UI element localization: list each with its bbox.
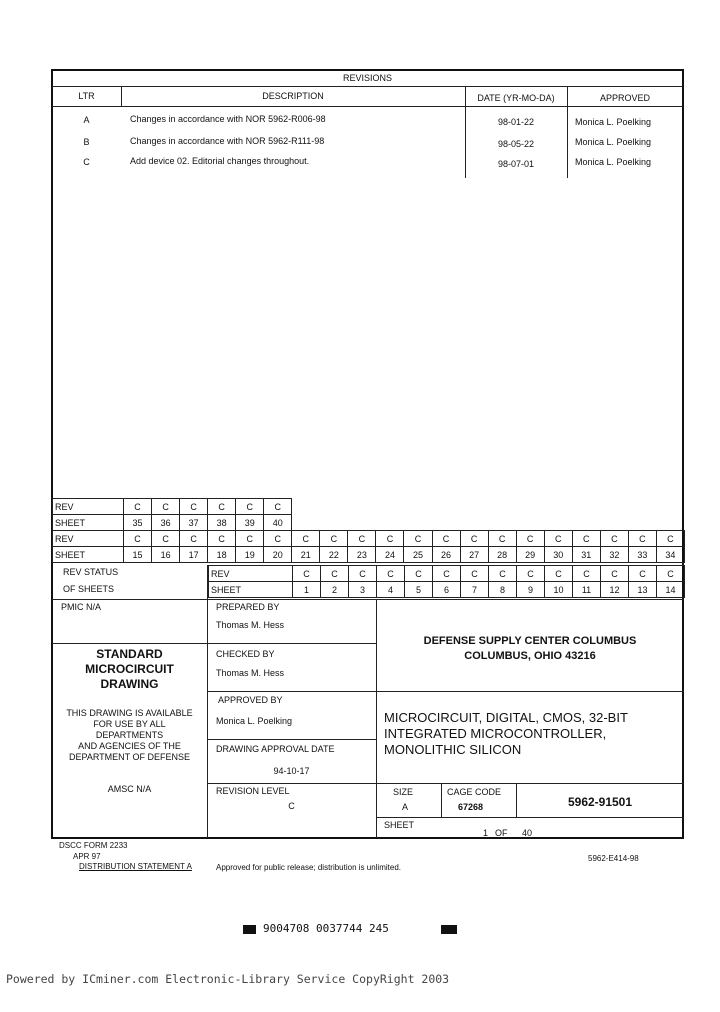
prepared-by-label: PREPARED BY	[216, 602, 280, 612]
rev-cell-28: C	[488, 531, 516, 547]
sheet-cell-27: 27	[460, 547, 488, 563]
sheet-cell-2: 2	[321, 582, 349, 598]
rev-cell-19: C	[236, 531, 264, 547]
rev-cell-25: C	[404, 531, 432, 547]
amsc-label: AMSC N/A	[107, 784, 152, 794]
rev-cell-1: C	[293, 566, 321, 582]
rev-cell-32: C	[600, 531, 628, 547]
approval-date-label: DRAWING APPROVAL DATE	[216, 744, 335, 754]
rev-cell-35: C	[124, 499, 152, 515]
sheet-cell-21: 21	[292, 547, 320, 563]
rev-status-label: REV STATUS	[63, 567, 119, 577]
barcode-block-left	[243, 925, 256, 934]
rev-cell-12: C	[601, 566, 629, 582]
powered-by-footer: Powered by ICminer.com Electronic-Library Service CopyRight 2003	[6, 972, 450, 986]
sheet-cell-14: 14	[657, 582, 685, 598]
sheet-cell-19: 19	[236, 547, 264, 563]
approved-by-label: APPROVED BY	[218, 695, 283, 705]
rev-cell-9: C	[517, 566, 545, 582]
sheet-cell-36: 36	[152, 515, 180, 531]
cage-code-label: CAGE CODE	[447, 787, 502, 797]
rev-cell-39: C	[236, 499, 264, 515]
rev-cell-21: C	[292, 531, 320, 547]
sheet-cell-25: 25	[404, 547, 432, 563]
sheet-cell-12: 12	[601, 582, 629, 598]
standard-line-1: STANDARD	[96, 647, 163, 661]
sheet-status-grid-main	[208, 565, 685, 598]
sheet-cell-33: 33	[628, 547, 656, 563]
sheet-cell-30: 30	[544, 547, 572, 563]
pmic-label: PMIC N/A	[61, 602, 102, 612]
rev-cell-20: C	[264, 531, 292, 547]
size-value: A	[401, 802, 408, 812]
rev-label-2: REV	[53, 531, 124, 547]
sheet-cell-9: 9	[517, 582, 545, 598]
rev-cell-22: C	[320, 531, 348, 547]
grid-row-rev-1	[53, 499, 685, 515]
distribution-text: Approved for public release; distribution is unlimited.	[216, 863, 401, 872]
prepared-by-name: Thomas M. Hess	[216, 620, 285, 630]
sheet-cell-24: 24	[376, 547, 404, 563]
grid-row-rev-3	[209, 566, 685, 582]
grid-row-rev-2	[53, 531, 685, 547]
availability-line-2: FOR USE BY ALL	[93, 719, 166, 729]
rev-cell-10: C	[545, 566, 573, 582]
sheet-cell-7: 7	[461, 582, 489, 598]
rev-cell-33: C	[628, 531, 656, 547]
rev-cell-36: C	[152, 499, 180, 515]
sheet-cell-32: 32	[600, 547, 628, 563]
rev-cell-38: C	[208, 499, 236, 515]
header-description: DESCRIPTION	[262, 91, 324, 101]
of-sheets-label: OF SHEETS	[63, 584, 115, 594]
sheet-cell-13: 13	[629, 582, 657, 598]
availability-line-3: DEPARTMENTS	[95, 730, 164, 740]
rev-a-approved: Monica L. Poelking	[575, 117, 652, 127]
rev-c-approved: Monica L. Poelking	[575, 157, 652, 167]
sheet-cell-16: 16	[152, 547, 180, 563]
sheet-cell-34: 34	[656, 547, 684, 563]
sheet-cell-17: 17	[180, 547, 208, 563]
rev-cell-15: C	[124, 531, 152, 547]
sheet-cell-29: 29	[516, 547, 544, 563]
revisions-title: REVISIONS	[342, 73, 392, 83]
drawing-title-line-2: INTEGRATED MICROCONTROLLER,	[384, 726, 607, 741]
form-date: APR 97	[73, 852, 101, 861]
sheet-cell-31: 31	[572, 547, 600, 563]
rev-cell-4: C	[377, 566, 405, 582]
rev-b-description: Changes in accordance with NOR 5962-R111-98	[130, 136, 325, 146]
sheet-cell-28: 28	[488, 547, 516, 563]
rev-b-ltr: B	[83, 137, 90, 147]
rev-cell-23: C	[348, 531, 376, 547]
checked-by-label: CHECKED BY	[216, 649, 275, 659]
rev-c-date: 98-07-01	[497, 159, 535, 169]
sheet-cell-10: 10	[545, 582, 573, 598]
distribution-label: DISTRIBUTION STATEMENT A	[79, 862, 192, 871]
sheet-of: OF	[495, 828, 508, 838]
rev-a-description: Changes in accordance with NOR 5962-R006-98	[130, 114, 326, 124]
rev-cell-26: C	[432, 531, 460, 547]
rev-cell-37: C	[180, 499, 208, 515]
availability-line-5: DEPARTMENT OF DEFENSE	[68, 752, 191, 762]
availability-line-4: AND AGENCIES OF THE	[78, 741, 181, 751]
sheet-cell-1: 1	[293, 582, 321, 598]
rev-cell-2: C	[321, 566, 349, 582]
rev-c-ltr: C	[83, 157, 90, 167]
grid-row-sheet-3	[209, 582, 685, 598]
drawing-number: 5962-91501	[567, 795, 633, 809]
barcode-number: 9004708 0037744 245	[263, 922, 389, 935]
rev-c-description: Add device 02. Editorial changes throughout.	[130, 156, 310, 166]
rev-label-1: REV	[53, 499, 124, 515]
grid-row-sheet-1	[53, 515, 685, 531]
rev-b-approved: Monica L. Poelking	[575, 137, 652, 147]
sheet-cell-8: 8	[489, 582, 517, 598]
sheet-cell-6: 6	[433, 582, 461, 598]
rev-cell-30: C	[544, 531, 572, 547]
size-label: SIZE	[393, 787, 414, 797]
sheet-number: 1	[483, 828, 489, 838]
sheet-cell-11: 11	[573, 582, 601, 598]
form-number: DSCC FORM 2233	[59, 841, 128, 850]
dscc-line-1: DEFENSE SUPPLY CENTER COLUMBUS	[423, 635, 637, 647]
sheet-cell-38: 38	[208, 515, 236, 531]
rev-cell-5: C	[405, 566, 433, 582]
rev-cell-17: C	[180, 531, 208, 547]
rev-cell-6: C	[433, 566, 461, 582]
rev-cell-13: C	[629, 566, 657, 582]
rev-cell-3: C	[349, 566, 377, 582]
checked-by-name: Thomas M. Hess	[216, 668, 285, 678]
rev-a-date: 98-01-22	[497, 117, 535, 127]
sheet-status-grid	[52, 498, 685, 563]
dscc-line-2: COLUMBUS, OHIO 43216	[464, 650, 596, 662]
sheet-cell-15: 15	[124, 547, 152, 563]
sheet-label-3: SHEET	[209, 582, 293, 598]
approved-by-name: Monica L. Poelking	[216, 716, 293, 726]
sheet-cell-37: 37	[180, 515, 208, 531]
rev-cell-34: C	[656, 531, 684, 547]
sheet-cell-4: 4	[377, 582, 405, 598]
rev-cell-24: C	[376, 531, 404, 547]
rev-cell-31: C	[572, 531, 600, 547]
sheet-cell-23: 23	[348, 547, 376, 563]
sheet-total: 40	[522, 828, 533, 838]
grid-row-sheet-2	[53, 547, 685, 563]
sheet-cell-5: 5	[405, 582, 433, 598]
rev-label-3: REV	[209, 566, 293, 582]
drawing-title-line-1: MICROCIRCUIT, DIGITAL, CMOS, 32-BIT	[384, 710, 628, 725]
rev-cell-40: C	[264, 499, 292, 515]
sheet-cell-3: 3	[349, 582, 377, 598]
document-id: 5962-E414-98	[588, 854, 639, 863]
availability-line-1: THIS DRAWING IS AVAILABLE	[66, 708, 193, 718]
sheet-label: SHEET	[384, 820, 415, 830]
revision-level-value: C	[288, 801, 295, 811]
approval-date-value: 94-10-17	[273, 766, 310, 776]
standard-line-2: MICROCIRCUIT	[85, 662, 174, 676]
standard-line-3: DRAWING	[100, 677, 159, 691]
rev-cell-8: C	[489, 566, 517, 582]
sheet-cell-18: 18	[208, 547, 236, 563]
sheet-cell-20: 20	[264, 547, 292, 563]
rev-cell-18: C	[208, 531, 236, 547]
rev-cell-11: C	[573, 566, 601, 582]
revision-level-label: REVISION LEVEL	[216, 786, 290, 796]
header-approved: APPROVED	[599, 93, 650, 103]
sheet-cell-40: 40	[264, 515, 292, 531]
rev-cell-14: C	[657, 566, 685, 582]
rev-cell-16: C	[152, 531, 180, 547]
header-ltr: LTR	[78, 91, 95, 101]
rev-b-date: 98-05-22	[497, 139, 535, 149]
drawing-title-line-3: MONOLITHIC SILICON	[384, 742, 522, 757]
rev-a-ltr: A	[83, 115, 90, 125]
rev-cell-27: C	[460, 531, 488, 547]
sheet-cell-35: 35	[124, 515, 152, 531]
sheet-label-1: SHEET	[53, 515, 124, 531]
cage-code-value: 67268	[458, 802, 484, 812]
sheet-cell-22: 22	[320, 547, 348, 563]
barcode-block-right	[441, 925, 457, 934]
rev-cell-7: C	[461, 566, 489, 582]
sheet-cell-26: 26	[432, 547, 460, 563]
sheet-cell-39: 39	[236, 515, 264, 531]
header-date: DATE (YR-MO-DA)	[477, 93, 555, 103]
sheet-label-2: SHEET	[53, 547, 124, 563]
rev-cell-29: C	[516, 531, 544, 547]
